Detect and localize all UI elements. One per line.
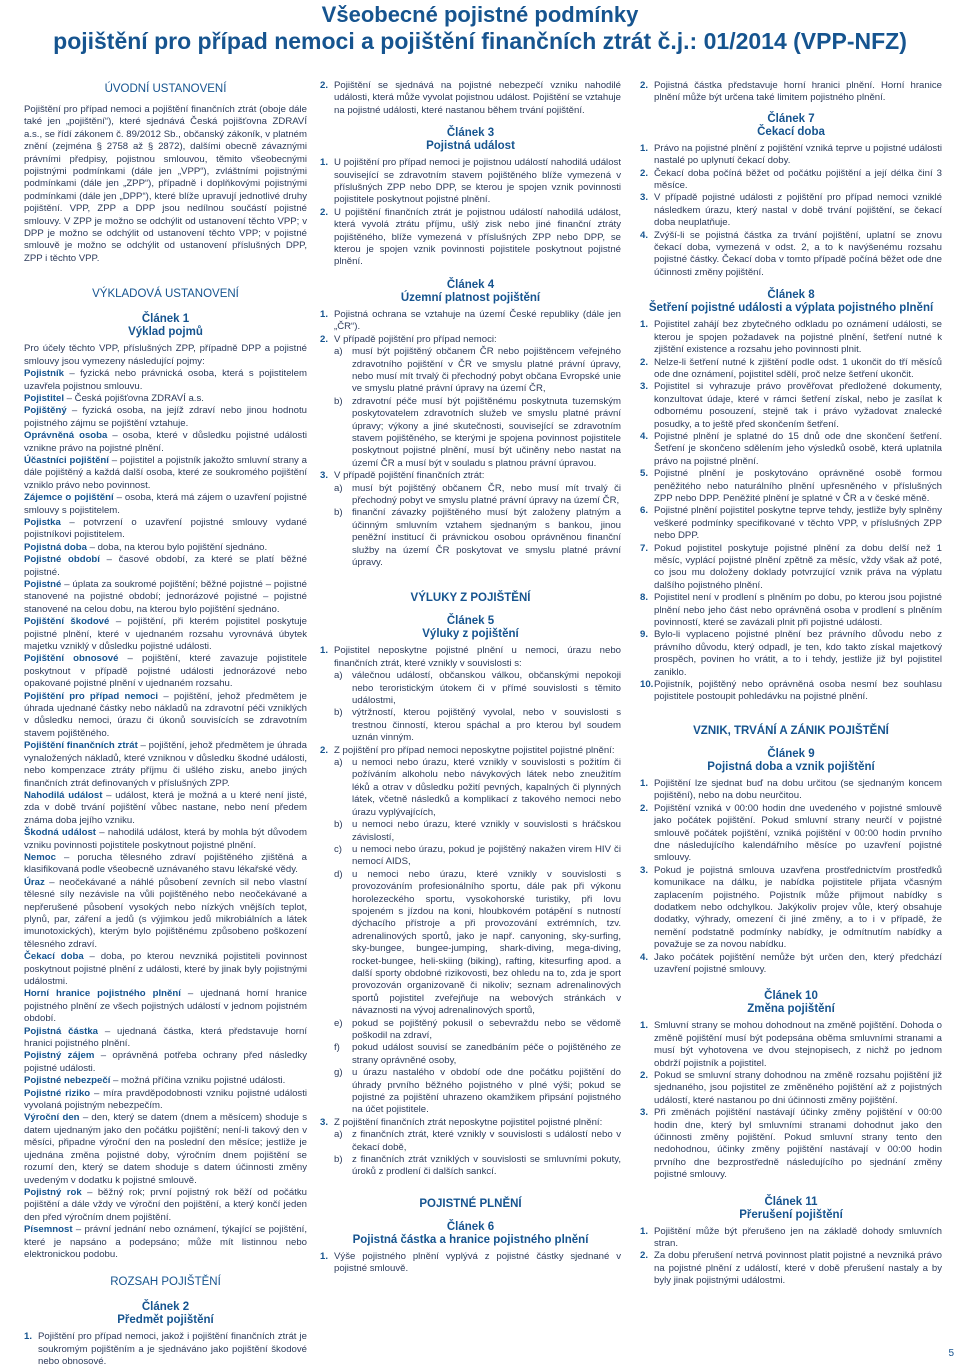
definition bbox=[24, 988, 307, 1025]
article-6-subtitle: Pojistná částka a hranice pojistného plnění bbox=[352, 1233, 589, 1246]
article-4-paragraph-3-sublist bbox=[320, 483, 621, 570]
item-text: V případě pojistné události z pojištění pro případ nemoci vzniklé následkem úrazu, který nastal v době trvání pojištění, se čekací doba neuplatňuje. bbox=[654, 192, 942, 229]
item-text: Pojistná ochrana se vztahuje na území České republiky (dále jen „ČR“). bbox=[334, 308, 621, 333]
item-text: Z pojištění finančních ztrát neposkytne pojistitel pojistné plnění: bbox=[334, 1116, 603, 1128]
item-text: z finančních ztrát vzniklých v souvislosti se smluvními pokuty, úroků z prodlení či dalších sankcí. bbox=[352, 1154, 621, 1178]
definition bbox=[24, 1224, 307, 1261]
item-number: 3. bbox=[640, 864, 649, 876]
numbered-paragraph bbox=[640, 778, 942, 803]
lettered-item bbox=[320, 670, 621, 707]
item-number: 3. bbox=[320, 1116, 329, 1128]
item-text: Právo na pojistné plnění z pojištění vzniká teprve u pojistné události nastalé po uplynutí čekací doby. bbox=[654, 142, 942, 167]
article-6-items-cont bbox=[640, 80, 942, 105]
item-text: u úrazu nastalého v období ode dne počátku pojištění do úhrady prvního běžného pojistného v plné výši; pokud se pojistné za pojištění uhrazeno okamžikem připsání pojistného na účet pojistitele. bbox=[352, 1067, 621, 1116]
article-7-items bbox=[640, 143, 942, 279]
item-text: Pojistitel neposkytne pojistné plnění u nemoci, úrazu nebo finančních ztrát, které vznikly v souvislosti s: bbox=[334, 645, 621, 669]
article-9-title: Článek 9 bbox=[767, 747, 815, 760]
definitions-list bbox=[24, 368, 307, 1261]
item-number: 3. bbox=[640, 1107, 649, 1119]
article-2-items-cont bbox=[320, 80, 621, 117]
lettered-item bbox=[320, 1018, 621, 1043]
item-text: musí být pojištěný občanem ČR, nebo musí mít trvalý či přechodný pobyt ve smyslu platné právní úpravy na území ČR, bbox=[352, 482, 621, 506]
article-5-subtitle: Výluky z pojištění bbox=[422, 628, 519, 641]
item-number: 4. bbox=[640, 229, 649, 241]
numbered-paragraph bbox=[640, 168, 942, 193]
item-text: Pojistné plnění je splatné do 15 dnů ode dne skončení šetření. Šetření je skončeno sdělením jeho výsledků osobě, která uplatnila právo na pojistné plnění. bbox=[654, 430, 942, 467]
article-11-subtitle: Přerušení pojištění bbox=[739, 1208, 843, 1221]
article-2-items bbox=[24, 1331, 307, 1368]
definition-text: – pojištění, které zavazuje pojistitele poskytnout v případě pojistné události jednorázové nebo opakované pojistné plnění v ujednaném rozsahu. bbox=[24, 653, 307, 690]
definition bbox=[24, 554, 307, 579]
item-number: 1. bbox=[640, 142, 649, 154]
definition-term: Horní hranice pojistného plnění bbox=[24, 988, 181, 1000]
item-text: Pojistník, pojištěný nebo oprávněná osoba nesmí bez souhlasu pojistitele postoupit pohledávku na pojistné plnění. bbox=[654, 679, 942, 703]
definition-term: Písemnost bbox=[24, 1224, 73, 1236]
item-text: Pojištění lze sjednat buď na dobu určitou (se sjednaným koncem pojištění), nebo na dobu neurčitou. bbox=[654, 777, 942, 802]
numbered-paragraph bbox=[320, 207, 621, 269]
item-number: 2. bbox=[320, 206, 329, 218]
definition bbox=[24, 740, 307, 790]
section-heading-exclusions: VÝLUKY Z POJIŠTĚNÍ bbox=[410, 592, 531, 605]
definition-text: – doba, po kterou nevzniká pojistiteli povinnost poskytnout pojistné plnění z události, které by jinak byly pojistnými událostmi. bbox=[24, 951, 307, 987]
definition-text: – ujednaná horní hranice pojistného plnění ze všech pojistných událostí v jednom pojistném období. bbox=[24, 988, 307, 1025]
lettered-item bbox=[320, 707, 621, 744]
article-5-paragraph-2 bbox=[320, 745, 621, 757]
numbered-paragraph bbox=[320, 80, 621, 117]
item-text: Pojištění se sjednává na pojistné nebezpečí vzniku nahodilé události, která může vyvolat pojistnou událost. Pojištění se vztahuje na pojistné události, které nastanou během trvání pojištění. bbox=[334, 80, 621, 116]
item-text: Pojistitel zahájí bez zbytečného odkladu po oznámení události, se kterou je spojen požadavek na pojistné plnění, šetření nutné k zjištění existence a rozsahu jeho povinnosti plnit. bbox=[654, 319, 942, 356]
item-number: c) bbox=[334, 843, 342, 855]
article-1-title: Článek 1 bbox=[141, 313, 190, 326]
definition-text: – úplata za soukromé pojištění; běžné pojistné – pojistné stanovené na pojistné období; jednorázové pojistné – pojistné stanovené na celou dobu, na kterou bylo pojištění sjednáno. bbox=[24, 579, 307, 615]
item-number: 2. bbox=[320, 744, 329, 756]
lettered-item bbox=[320, 869, 621, 1018]
item-text: finanční závazky pojištěného musí být založeny platným a účinným smluvním vztahem sjednaným s bankou, jinou peněžní institucí či právnickou osobou oprávněnou finanční služby na území ČR poskytovat ve smyslu platné právní úpravy. bbox=[352, 507, 621, 568]
article-7-subtitle: Čekací doba bbox=[757, 125, 825, 138]
definition bbox=[24, 790, 307, 827]
article-5-paragraph-3-sublist bbox=[320, 1129, 621, 1179]
definition bbox=[24, 852, 307, 877]
article-4-title: Článek 4 bbox=[446, 278, 495, 291]
definition-text: – možná příčina vzniku pojistné události. bbox=[110, 1075, 286, 1087]
item-number: 1. bbox=[640, 1225, 649, 1237]
item-text: Za dobu přerušení netrvá povinnost platit pojistné a nevzniká právo na pojistné plnění z událostí, které v době přerušení nastaly a by byly jinak pojistnými událostmi. bbox=[654, 1250, 942, 1287]
item-number: 2. bbox=[320, 80, 329, 91]
numbered-paragraph bbox=[640, 381, 942, 431]
item-text: Nelze-li šetření nutné k zjištění podle odst. 1 ukončit do tří měsíců ode dne oznámení, pojistitel sdělí, proč nelze šetření ukončit. bbox=[654, 356, 942, 380]
intro-paragraph: Pojištění pro případ nemoci a pojištění finančních ztrát (oboje dále také jen „pojištění“), které sjednává Česká pojišťovna ZDRAVÍ a.s., se řídí zákonem č. 89/2012 Sb., občanský zákoník, v platném znění (zejména § 2758 až § 2872), dalšími obecně závaznými právními předpisy, pojistnou smlouvou, těmito všeobecnými pojistnými podmínkami (dále jen „VPP“), zvláštními pojistnými podmínkami (dále jen „ZPP“), případně i doplňkovými pojistnými podmínkami (dále jen „DPP“), které blíže upravují jednotlivé druhy pojištění. VPP, ZPP a DPP jsou nedílnou součástí pojistné smlouvy. V ZPP je možno se odchýlit od ustanovení těchto VPP; v DPP je možno se odchýlit od ustanovení těchto VPP; v pojistné smlouvě je možno se odchýlit od ustanovení příslušných DPP, ZPP i těchto VPP. bbox=[24, 104, 307, 264]
item-number: a) bbox=[334, 482, 343, 494]
definition-text: – fyzická nebo právnická osoba, která s pojistitelem uzavřela pojistnou smlouvu. bbox=[24, 368, 307, 392]
item-number: 1. bbox=[640, 1020, 649, 1032]
item-text: u nemoci nebo úrazu, pokud je pojištěný nakažen virem HIV či nemocí AIDS, bbox=[352, 843, 621, 868]
numbered-paragraph bbox=[320, 1251, 621, 1276]
definition bbox=[24, 542, 307, 554]
definition bbox=[24, 517, 307, 542]
item-number: d) bbox=[334, 868, 343, 880]
numbered-paragraph bbox=[640, 865, 942, 952]
definition bbox=[24, 1075, 307, 1087]
item-text: Pojištění může být přerušeno jen na základě dohody smluvních stran. bbox=[654, 1225, 942, 1250]
definition bbox=[24, 691, 307, 741]
numbered-paragraph bbox=[320, 645, 621, 670]
article-4-paragraph-1 bbox=[320, 309, 621, 334]
item-number: b) bbox=[334, 707, 343, 719]
document-subtitle: pojištění pro případ nemoci a pojištění finančních ztrát č.j.: 01/2014 (VPP-NFZ) bbox=[53, 28, 907, 54]
article-5-paragraph-3 bbox=[320, 1117, 621, 1129]
definition bbox=[24, 1026, 307, 1051]
article-10-subtitle: Změna pojištění bbox=[747, 1003, 835, 1016]
definition bbox=[24, 653, 307, 690]
definition-term: Úraz bbox=[24, 876, 45, 888]
numbered-paragraph bbox=[640, 143, 942, 168]
item-text: Pojistitel není v prodlení s plněním po dobu, po kterou jsou pojistné plnění nebo jeho část nebo oprávněná osoba v prodlení s plněním povinností, které se zavázali plnit při pojistné události. bbox=[654, 592, 942, 629]
section-heading-intro: ÚVODNÍ USTANOVENÍ bbox=[104, 83, 227, 95]
definition-term: Nemoc bbox=[24, 851, 56, 863]
item-number: 2. bbox=[640, 356, 649, 368]
numbered-paragraph bbox=[320, 745, 621, 757]
article-6-items bbox=[320, 1251, 621, 1276]
definition bbox=[24, 455, 307, 492]
article-10-title: Článek 10 bbox=[764, 990, 818, 1003]
definition-term: Pojistka bbox=[24, 516, 61, 528]
item-number: 1. bbox=[320, 645, 329, 657]
definition-term: Zájemce o pojištění bbox=[24, 492, 114, 504]
numbered-paragraph bbox=[320, 334, 621, 346]
article-4-subtitle: Územní platnost pojištění bbox=[400, 291, 541, 304]
item-number: 1. bbox=[640, 777, 649, 789]
item-number: 3. bbox=[640, 381, 649, 393]
definition-term: Pojištěný bbox=[24, 405, 67, 417]
item-text: Čekací doba počíná běžet od počátku pojištění a její délka činí 3 měsíce. bbox=[654, 167, 942, 192]
article-11-title: Článek 11 bbox=[764, 1195, 818, 1208]
numbered-paragraph bbox=[640, 592, 942, 629]
item-number: f) bbox=[334, 1042, 340, 1054]
definition bbox=[24, 1187, 307, 1224]
definition-text: – časové období, za které se platí běžné pojistné. bbox=[24, 554, 307, 578]
column-1 bbox=[24, 80, 307, 1369]
definition bbox=[24, 492, 307, 517]
article-7-title: Článek 7 bbox=[767, 112, 815, 125]
definition-text: – potvrzení o uzavření pojistné smlouvy vydané pojistníkovi pojistitelem. bbox=[24, 516, 307, 541]
definition-text: – nahodilá událost, která by mohla být důvodem vzniku povinnosti pojistitele poskytnout pojistné plnění. bbox=[24, 827, 307, 851]
definition bbox=[24, 430, 307, 455]
definition-term: Pojištění škodové bbox=[24, 616, 110, 628]
numbered-paragraph bbox=[640, 1226, 942, 1251]
item-number: 2. bbox=[640, 167, 649, 179]
numbered-paragraph bbox=[640, 803, 942, 865]
item-number: b) bbox=[334, 507, 343, 519]
item-text: Pojistitel si vyhrazuje právo prověřovat předložené dokumenty, konzultovat údaje, které v rámci šetření získal, nebo je zasílat k odbornému posouzení, stejně tak i právo vyžadovat znalecké posudky, a to ještě před skončením šetření. bbox=[654, 381, 942, 430]
item-text: pokud událost souvisí se zanedbáním péče o pojištěného ze strany oprávněné osoby, bbox=[352, 1042, 621, 1066]
item-number: 10. bbox=[640, 679, 654, 691]
definition-text: – neočekávané a náhlé působení zevních sil nebo vlastní tělesné síly nezávisle na vůli pojištěného nebo neočekávané a nepřerušené působení vysokých nebo nízkých vnějších teplot, plynů, par, záření a jedů (s výjimkou jedů mikrobiálních a látek imunotoxických), kterým bylo pojištěnému způsobeno poškození tělesného zdraví. bbox=[24, 876, 307, 950]
item-text: Z pojištění pro případ nemoci neposkytne pojistitel pojistné plnění: bbox=[334, 744, 615, 756]
numbered-paragraph bbox=[640, 319, 942, 356]
numbered-paragraph bbox=[320, 309, 621, 334]
definition bbox=[24, 827, 307, 852]
column-3 bbox=[640, 80, 942, 1288]
definition bbox=[24, 1112, 307, 1186]
numbered-paragraph bbox=[640, 230, 942, 280]
article-5-paragraph-1-sublist bbox=[320, 670, 621, 744]
article-9-items bbox=[640, 778, 942, 977]
article-5-paragraph-2-sublist bbox=[320, 757, 621, 1117]
item-number: 3. bbox=[640, 192, 649, 204]
definition-text: – den, který se datem (dnem a měsícem) shoduje s datem ujednaným jako den počátku pojištění; není-li takový den v měsíci, připadne výroční den na poslední den měsíce; jestliže je ujednána změna pojistné doby, výročním dnem pojištění se rozumí den, který se datem shoduje s datem účinnosti změny uvedeným v dodatku k pojistné smlouvě. bbox=[24, 1112, 307, 1186]
lettered-item bbox=[320, 1154, 621, 1179]
item-text: Výše pojistného plnění vyplývá z pojistné částky sjednané v pojistné smlouvě. bbox=[334, 1250, 621, 1275]
section-heading-benefit: POJISTNÉ PLNĚNÍ bbox=[419, 1197, 522, 1210]
item-text: u nemoci nebo úrazu, které vznikly v souvislosti s požitím či požíváním alkoholu nebo návykových látek nebo zneužitím léků a otrav v důsledku požití pevných, kapalných či plynných látek, včetně následků a komplikací z takového nemoci nebo úrazu vyplývajících, bbox=[352, 757, 621, 818]
item-text: Pokud je pojistná smlouva uzavřena prostřednictvím prostředků komunikace na dálku, je nabídka pojistitele přijata včasným zaplacením pojistného. Pojistník může přijmout nabídky s dodatkem nebo odchylkou. Jakýkoliv projev vůle, který obsahuje dodatky, výhrady, omezení či jiné změny, a to i v případě, že nemění podstatně podmínky nabídky, je odmítnutím nabídky a považuje se za novou nabídku. bbox=[654, 864, 942, 951]
definition-term: Pojistný zájem bbox=[24, 1050, 95, 1062]
definition-term: Pojistné riziko bbox=[24, 1087, 91, 1099]
item-text: válečnou událostí, občanskou válkou, občanskými nepokoji nebo teroristickým útokem či v přímé souvislosti s těmito událostmi, bbox=[352, 670, 621, 707]
numbered-paragraph bbox=[24, 1331, 307, 1368]
definition-text: – Česká pojišťovna ZDRAVÍ a.s. bbox=[63, 392, 204, 404]
article-6-title: Článek 6 bbox=[446, 1220, 495, 1233]
item-text: z finančních ztrát, které vznikly v souvislosti s událostí nebo v čekací době, bbox=[352, 1129, 621, 1153]
item-number: 3. bbox=[320, 470, 329, 482]
item-number: 1. bbox=[320, 308, 329, 320]
definition-term: Pojistník bbox=[24, 368, 64, 380]
item-text: pokud se pojištěný pokusil o sebevraždu nebo se vědomě poškodil na zdraví, bbox=[352, 1017, 621, 1041]
item-text: u nemoci nebo úrazu, které vznikly v souvislosti s hráčskou závislostí, bbox=[352, 819, 621, 843]
numbered-paragraph bbox=[640, 543, 942, 593]
article-3-items bbox=[320, 157, 621, 269]
article-2-title: Článek 2 bbox=[141, 1301, 190, 1314]
item-number: b) bbox=[334, 1154, 343, 1166]
article-4-paragraph-2 bbox=[320, 334, 621, 346]
item-number: a) bbox=[334, 670, 343, 682]
item-text: V případě pojištění pro případ nemoci: bbox=[334, 333, 497, 345]
definition bbox=[24, 368, 307, 393]
numbered-paragraph bbox=[320, 1117, 621, 1129]
numbered-paragraph bbox=[640, 1107, 942, 1181]
item-text: Pojištění pro případ nemoci, jakož i pojištění finančních ztrát je soukromým pojištěním a je sjednáváno jako pojištění škodové nebo obnosové. bbox=[38, 1331, 307, 1368]
definition-text: – fyzická osoba, na jejíž zdraví nebo jinou hodnotu pojistného zájmu se pojištění vztahuje. bbox=[24, 405, 307, 429]
definition-term: Pojistné bbox=[24, 579, 62, 590]
lettered-item bbox=[320, 757, 621, 819]
column-2 bbox=[320, 80, 621, 1276]
item-number: 2. bbox=[640, 1070, 649, 1081]
item-number: 4. bbox=[640, 430, 649, 442]
numbered-paragraph bbox=[640, 80, 942, 105]
article-1-subtitle: Výklad pojmů bbox=[128, 326, 203, 339]
item-number: 1. bbox=[24, 1331, 33, 1343]
numbered-paragraph bbox=[640, 431, 942, 468]
item-text: U pojištění finančních ztrát je pojistnou událostí nahodilá událost, která vyvolá ztrátu příjmu, ušlý zisk nebo jiné finanční ztráty pojištěného, blíže vymezená v příslušných ZPP nebo DPP, se kterou je spojen vznik povinnosti pojistitele poskytnout pojistné plnění. bbox=[334, 206, 621, 268]
numbered-paragraph bbox=[640, 952, 942, 977]
article-8-items bbox=[640, 319, 942, 704]
item-number: 2. bbox=[640, 1250, 649, 1262]
item-text: výtržností, kterou pojištěný vyvolal, nebo v souvislosti s trestnou činností, kterou spáchal a pro kterou byl soudem uznán vinným. bbox=[352, 707, 621, 744]
definition bbox=[24, 616, 307, 653]
item-number: 8. bbox=[640, 592, 649, 604]
item-number: e) bbox=[334, 1017, 343, 1029]
numbered-paragraph bbox=[640, 505, 942, 542]
section-heading-scope: ROZSAH POJIŠTĚNÍ bbox=[110, 1276, 221, 1289]
item-text: Zvýší-li se pojistná částka za trvání pojištění, uplatní se znovu čekací doba, vymezená v odst. 2, a to k navýšenému rozsahu pojistné částky. Čekací doba v tomto případě počíná běžet ode dne účinnosti změny pojištění. bbox=[654, 229, 942, 278]
lettered-item bbox=[320, 507, 621, 569]
item-number: a) bbox=[334, 757, 343, 769]
numbered-paragraph bbox=[640, 679, 942, 704]
numbered-paragraph bbox=[320, 157, 621, 207]
document-title: Všeobecné pojistné podmínky bbox=[321, 2, 639, 27]
lettered-item bbox=[320, 1129, 621, 1154]
article-5-paragraph-1 bbox=[320, 645, 621, 670]
numbered-paragraph bbox=[640, 1250, 942, 1287]
numbered-paragraph bbox=[640, 468, 942, 505]
definition-term: Pojistitel bbox=[24, 392, 64, 404]
numbered-paragraph bbox=[640, 357, 942, 382]
article-9-subtitle: Pojistná doba a vznik pojištění bbox=[707, 760, 875, 773]
numbered-paragraph bbox=[640, 1070, 942, 1107]
item-text: Smluvní strany se mohou dohodnout na změně pojištění. Dohoda o změně pojištění musí být podepsána oběma smluvními stranami a musí být vyhotovena ve dvou stejnopisech, z nichž po jednom obdrží pojistník a pojistitel. bbox=[654, 1020, 942, 1069]
section-heading-definitions: VÝKLADOVÁ USTANOVENÍ bbox=[92, 288, 239, 301]
article-3-title: Článek 3 bbox=[446, 127, 495, 140]
item-text: Pojistné plnění pojistitel poskytne teprve tehdy, jestliže byly splněny veškeré podmínky specifikované v těchto VPP, v příslušných ZPP nebo DPP. bbox=[654, 505, 942, 542]
item-number: 7. bbox=[640, 542, 649, 554]
lettered-item bbox=[320, 1042, 621, 1067]
definition bbox=[24, 393, 307, 405]
definition-text: – doba, na kterou bylo pojištění sjednáno. bbox=[86, 541, 268, 553]
definition-term: Pojistný rok bbox=[24, 1186, 82, 1198]
lettered-item bbox=[320, 819, 621, 844]
definition-text: – běžný rok; první pojistný rok běží od počátku pojištění a dále vždy ve výroční den pojištění, a který končí jeden den před výročním dnem pojištění. bbox=[24, 1186, 307, 1223]
article-4-paragraph-2-sublist bbox=[320, 346, 621, 470]
item-text: zdravotní péče musí být pojištěnému poskytnuta tuzemským poskytovatelem zdravotních služeb ve smyslu platné právní úpravy; výkony a jiné skutečnosti, související se zdravotním stavem pojištěného, se kterými je spojena povinnost pojistitele poskytnout pojistné plnění, musí být učiněny nebo nastat na území ČR a musí být v souladu s platnou právní úpravou. bbox=[352, 395, 621, 469]
item-number: 1. bbox=[320, 157, 329, 169]
item-number: a) bbox=[334, 346, 343, 358]
item-text: Pojištění vzniká v 00:00 hodin dne uvedeného v pojistné smlouvě jako počátek pojištění. Pokud smluvní strany neurčí v pojistné smlouvě počátek pojištění, vzniká pojištění v 00:00 hodin prvního dne následujícího kalendářního měsíce po uzavření pojistné smlouvy. bbox=[654, 802, 942, 864]
numbered-paragraph bbox=[320, 470, 621, 482]
lettered-item bbox=[320, 1067, 621, 1117]
item-text: u nemoci nebo úrazu, které vznikly v souvislosti s provozováním profesionálního sportu, dále pak při výkonu horolezeckého sportu, vysokohorské turistiky, při lovu spojeném s jízdou na koni, hloubkovém potápění s nutností dýchacího přístroje a při provozování extrémních, tzv. adrenalinových sportů, jako je např. canyoning, sky-surfing, sky-bungee, bungee-jumping, shark-diving, mega-diving, rocket-bungee, heli-skiing (biking), rafting, kitesurfing apod. a další sporty obdobné rizikovosti, bez ohledu na to, zda je sport provozován organizovaně či nikoliv; seznam adrenalinových sportů pojistitel zveřejňuje na webových stránkách v návaznosti na vývoj adrenalinových sportů, bbox=[352, 868, 621, 1017]
definition-term: Nahodilá událost bbox=[24, 789, 103, 801]
item-number: 2. bbox=[320, 333, 329, 345]
article-10-items bbox=[640, 1020, 942, 1181]
item-text: Bylo-li vyplaceno pojistné plnění bez právního důvodu nebo z právního důvodu, který odpadl, je ten, kdo takto získal majetkový prospěch, povinen ho vrátit, a to i tehdy, jestliže již byl pojistitel zaniklo. bbox=[654, 629, 942, 678]
article-5-title: Článek 5 bbox=[446, 615, 495, 628]
definition-text: – ujednaná částka, která představuje horní hranici pojistného plnění. bbox=[24, 1025, 308, 1050]
definition-term: Oprávněná osoba bbox=[24, 430, 108, 442]
article-3-subtitle: Pojistná událost bbox=[426, 140, 515, 153]
definition-term: Pojištění obnosové bbox=[24, 653, 119, 665]
article-2-subtitle: Předmět pojištění bbox=[117, 1314, 214, 1327]
item-number: g) bbox=[334, 1067, 343, 1079]
definition bbox=[24, 405, 307, 430]
item-text: Pokud se smluvní strany dohodnou na změně rozsahu pojištění již sjednaného, jsou pojistitel ze změněného pojištění až z pojistných událostí, které nastanou po dni účinnosti změny pojištění. bbox=[654, 1070, 942, 1106]
numbered-paragraph bbox=[640, 192, 942, 229]
definition-text: – právní jednání nebo oznámení, týkající se pojištění, které je napsáno a podepsáno; může mít listinnou nebo elektronickou podobu. bbox=[24, 1224, 307, 1260]
definition-text: – oprávněná potřeba ochrany před následky pojistné události. bbox=[24, 1050, 307, 1074]
item-text: V případě pojištění finančních ztrát: bbox=[334, 470, 485, 482]
article-8-title: Článek 8 bbox=[767, 289, 815, 302]
item-text: Pojistná částka představuje horní hranici plnění. Horní hranice plnění může být určena také limitem pojistného plnění. bbox=[654, 80, 942, 104]
definition bbox=[24, 877, 307, 951]
item-text: musí být pojištěný občanem ČR nebo pojištěncem veřejného zdravotního pojištění v ČR ve smyslu platné právní úpravy, nebo musí mít trvalý či přechodný pobyt občana Evropské unie ve smyslu platné právní úpravy na území ČR, bbox=[352, 346, 621, 395]
definition-text: – pojistitel a pojistník jakožto smluvní strany a dále pojištěný a každá další osoba, které ze soukromého pojištění vzniklo právo nebo povinnost. bbox=[24, 454, 308, 491]
item-text: U pojištění pro případ nemoci je pojistnou událostí nahodilá událost související se zdravotním stavem pojištěného blíže vymezená v příslušných ZPP nebo DPP, se kterou je spojen vznik povinnosti pojistitele poskytnout pojistné plnění. bbox=[334, 157, 621, 206]
numbered-paragraph bbox=[640, 1020, 942, 1070]
definition-term: Pojistná doba bbox=[24, 541, 87, 553]
definition-term: Účastníci pojištění bbox=[24, 454, 109, 466]
page-number: 5 bbox=[948, 1348, 954, 1359]
definition-term: Škodná událost bbox=[24, 827, 97, 839]
definition-text: – míra pravděpodobnosti vzniku pojistné události vyvolaná pojistným nebezpečím. bbox=[24, 1087, 308, 1112]
numbered-paragraph bbox=[640, 629, 942, 679]
item-text: Jako počátek pojištění nemůže být určen den, který předchází uzavření pojistné smlouvy. bbox=[654, 951, 942, 975]
article-11-items bbox=[640, 1226, 942, 1288]
item-number: 2. bbox=[640, 80, 649, 91]
article-8-subtitle: Šetření pojistné události a výplata pojistného plnění bbox=[648, 302, 934, 315]
item-number: 1. bbox=[640, 319, 649, 331]
item-number: b) bbox=[334, 819, 343, 831]
document-header bbox=[0, 0, 960, 64]
definition-text: – pojištění, jehož předmětem je úhrada ujednané částky nebo nákladů na zdravotní péči vzniklých v důsledku nemoci, úrazu či úkonů souvisících se zdravotním stavem pojištěného. bbox=[24, 690, 307, 739]
item-number: b) bbox=[334, 395, 343, 407]
item-text: Při změnách pojištění nastávají účinky změny pojištění v 00:00 hodin dne, který byl smluvními stranami dohodnut jako den účinnosti změny pojištění. Pokud smluvní strany tento den nedohodnou, účinky změny pojištění nastávají v 00:00 hodin prvního dne bezprostředně následujícího po sjednání změny pojistné smlouvy. bbox=[654, 1107, 942, 1181]
definition-term: Výroční den bbox=[24, 1112, 80, 1124]
lettered-item bbox=[320, 396, 621, 470]
definition-text: – pojištění, jehož předmětem je úhrada vynaložených nákladů, které vzniknou v důsledku škodné události, nebo kompenzace ztráty příjmu či ušlého zisku, anebo jiných finančních ztrát definovaných v příslušných ZPP. bbox=[24, 740, 307, 789]
item-text: Pokud pojistitel poskytuje pojistné plnění za dobu delší než 1 měsíc, vyplácí pojistné plnění zpětně za měsíc, vždy však až poté, co jsou mu doloženy doklady potvrzující vznik práva na výplatu dalšího pojistného plnění. bbox=[654, 542, 942, 591]
article-1-intro: Pro účely těchto VPP, příslušných ZPP, případně DPP a pojistné smlouvy jsou vymezeny následující pojmy: bbox=[24, 343, 307, 367]
definition bbox=[24, 579, 307, 616]
definition bbox=[24, 1088, 307, 1113]
item-number: 9. bbox=[640, 629, 649, 641]
item-number: 6. bbox=[640, 505, 649, 517]
article-4-paragraph-3 bbox=[320, 470, 621, 482]
definition bbox=[24, 1050, 307, 1075]
item-number: 2. bbox=[640, 802, 649, 814]
definition bbox=[24, 951, 307, 988]
definition-term: Pojistné nebezpečí bbox=[24, 1075, 111, 1087]
item-number: 5. bbox=[640, 468, 649, 480]
definition-term: Pojistná částka bbox=[24, 1025, 99, 1037]
item-number: a) bbox=[334, 1129, 343, 1141]
lettered-item bbox=[320, 346, 621, 396]
definition-term: Pojištění pro případ nemoci bbox=[24, 690, 159, 702]
item-text: Pojistné plnění je poskytováno oprávněné osobě formou peněžitého nebo naturálního plnění upřesněného v příslušných ZPP nebo DPP. Peněžité plnění je splatné v ČR a v české měně. bbox=[654, 468, 942, 504]
definition-term: Pojistné období bbox=[24, 554, 100, 566]
definition-text: – událost, která je možná a u které není jisté, zda v době trvání pojištění vůbec nastane, nebo není předem známa doba jejího vzniku. bbox=[24, 789, 307, 826]
item-number: 1. bbox=[320, 1250, 329, 1262]
definition-text: – osoba, které v důsledku pojistné události vznikne právo na pojistné plnění. bbox=[24, 430, 307, 454]
definition-term: Pojištění finančních ztrát bbox=[24, 740, 138, 752]
definition-text: – porucha tělesného zdraví pojištěného zjištěná a klasifikovaná podle všeobecně uznávaného stavu lékařské vědy. bbox=[24, 851, 307, 876]
definition-text: – osoba, která má zájem o uzavření pojistné smlouvy s pojistitelem. bbox=[24, 492, 307, 516]
definition-text: – pojištění, při kterém pojistitel poskytuje pojistné plnění, které v ujednaném rozsahu vyrovnává úbytek majetku vzniklý v důsledku pojistné události. bbox=[24, 616, 307, 653]
lettered-item bbox=[320, 483, 621, 508]
item-number: 4. bbox=[640, 951, 649, 963]
section-heading-term: VZNIK, TRVÁNÍ A ZÁNIK POJIŠTĚNÍ bbox=[693, 724, 889, 737]
definition-term: Čekací doba bbox=[24, 951, 84, 963]
lettered-item bbox=[320, 844, 621, 869]
